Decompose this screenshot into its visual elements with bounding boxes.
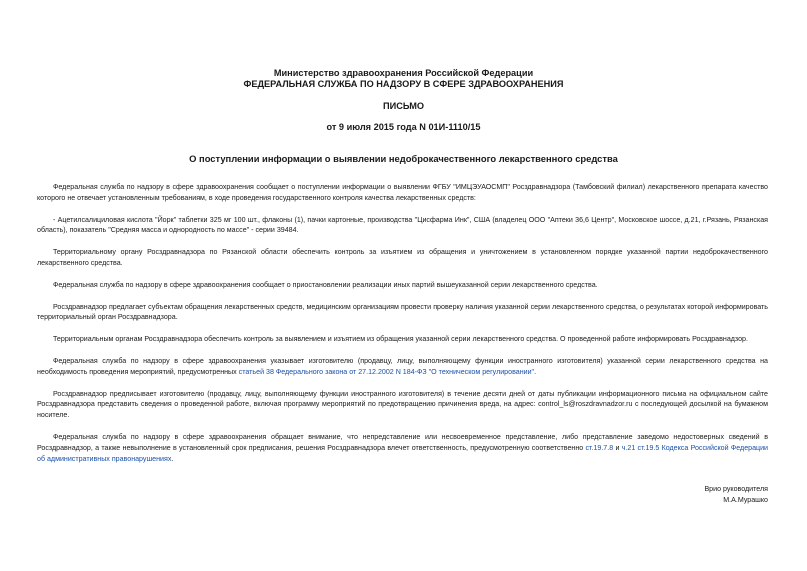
signatory-position: Врио руководителя bbox=[704, 485, 768, 493]
paragraph-8: Росздравнадзор предписывает изготовителю (продавцу, лицу, выполняющему функции иностранного изготовителя) в течение десяти дней от даты публикации информационного письма на официальном сайте Росздравнадзора представить сведения о проведенной работе, включая программу мероприятий по предотвращению причинения вреда, на адрес: control_ls@roszdravnadzor.ru с последующей досылкой на бумажном носителе. bbox=[37, 389, 768, 420]
document-body bbox=[37, 182, 768, 464]
signature-block bbox=[704, 484, 768, 505]
article-19-7-8-link[interactable]: ст.19.7.8 bbox=[585, 443, 614, 452]
signatory-name: М.А.Мурашко bbox=[723, 495, 768, 504]
koap-article-19-5-link[interactable]: ч.21 ст.19.5 Кодекса Российской Федерации об административных правонарушениях bbox=[37, 443, 769, 463]
document-subject: О поступлении информации о выявлении недоброкачественного лекарственного средства bbox=[189, 153, 618, 164]
service-name: ФЕДЕРАЛЬНАЯ СЛУЖБА ПО НАДЗОРУ В СФЕРЕ ЗДРАВООХРАНЕНИЯ bbox=[243, 79, 564, 89]
paragraph-9-mid: и bbox=[613, 443, 622, 452]
document-date-number: от 9 июля 2015 года N 01И-1110/15 bbox=[326, 122, 481, 132]
paragraph-7 bbox=[37, 356, 768, 378]
paragraph-9 bbox=[37, 432, 768, 464]
document-type: ПИСЬМО bbox=[382, 101, 425, 111]
paragraph-9-text: Федеральная служба по надзору в сфере здравоохранения обращает внимание, что непредставление или несвоевременное представление, либо представление заведомо недостоверных сведений в Росздравнадзор, а также невыполнение в установленный срок предписания, решения Росздравнадзора влечет ответственность, предусмотренную соответственно bbox=[37, 432, 768, 452]
paragraph-5: Росздравнадзор предлагает субъектам обращения лекарственных средств, медицинским организациям провести проверку наличия указанной серии лекарственного средства, о результатах которой информировать территориальный орган Росздравнадзора. bbox=[37, 302, 768, 322]
paragraph-2: - Ацетилсалициловая кислота "Йорк" таблетки 325 мг 100 шт., флаконы (1), пачки картонные, производства "Цисфарма Инк", США (владелец ООО "Аптеки 36,6 Центр", Московское шоссе, д.21, г.Рязань, Рязанская область), показатель "Средняя масса и однородность по массе" - серии 39484. bbox=[37, 215, 768, 235]
paragraph-7-end: . bbox=[534, 367, 537, 376]
paragraph-6: Территориальным органам Росздравнадзора обеспечить контроль за выявлением и изъятием из обращения указанной серии лекарственного средства. О проведенной работе информировать Росздравнадзор. bbox=[53, 335, 748, 344]
document-header bbox=[0, 68, 807, 90]
paragraph-3: Территориальному органу Росздравнадзора по Рязанской области обеспечить контроль за изъятием из обращения и уничтожением в установленном порядке указанной партии недоброкачественного лекарственного средства. bbox=[37, 248, 768, 267]
ministry-name: Министерство здравоохранения Российской Федерации bbox=[273, 68, 534, 78]
law-184-fz-link[interactable]: статьей 38 Федерального закона от 27.12.2002 N 184-ФЗ "О техническом регулировании" bbox=[238, 367, 535, 376]
paragraph-9-end: . bbox=[171, 454, 174, 463]
paragraph-4: Федеральная служба по надзору в сфере здравоохранения сообщает о приостановлении реализации иных партий вышеуказанной серии лекарственного средства. bbox=[53, 280, 598, 289]
paragraph-7-text: Федеральная служба по надзору в сфере здравоохранения указывает изготовителю (продавцу, лицу, выполняющему функции иностранного изготовителя) указанной серии лекарственного средства на необходимость проведения мероприятий, предусмотренных bbox=[37, 356, 768, 376]
paragraph-1: Федеральная служба по надзору в сфере здравоохранения сообщает о поступлении информации о выявлении ФГБУ "ИМЦЭУАОСМП" Росздравнадзора (Тамбовский филиал) лекарственного препарата качество которого не отвечает установленным требованиям, в ходе проведения государственного контроля качества лекарственных средств: bbox=[37, 183, 768, 202]
